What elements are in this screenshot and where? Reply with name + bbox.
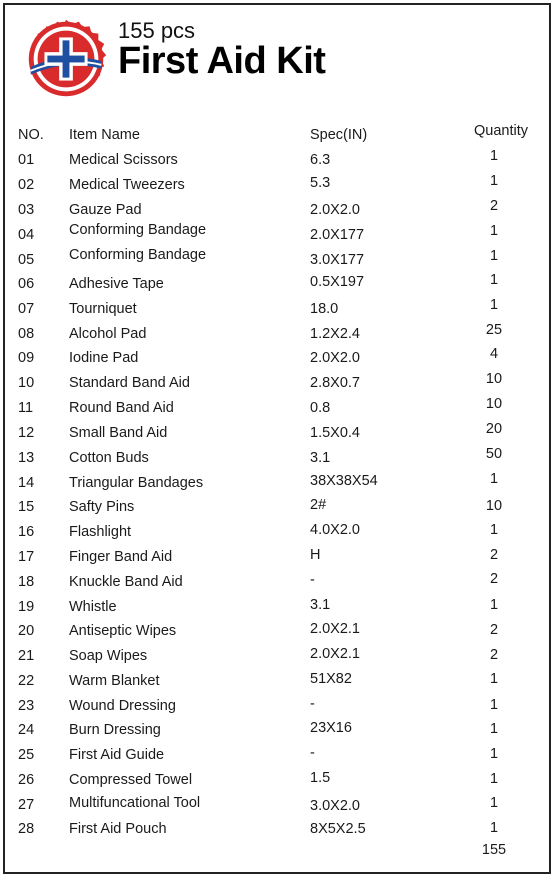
row-number: 11	[18, 400, 34, 416]
kit-piece-count: 155 pcs	[118, 18, 196, 43]
row-spec: 2#	[310, 497, 327, 513]
row-number: 08	[18, 326, 35, 342]
table-row	[0, 471, 556, 499]
row-quantity: 2	[489, 198, 499, 214]
row-quantity: 2	[489, 622, 499, 638]
row-spec: H	[310, 547, 321, 563]
row-quantity: 1	[489, 795, 499, 811]
row-item-name: Gauze Pad	[69, 202, 142, 218]
row-number: 25	[18, 747, 35, 763]
row-spec: 2.0X2.1	[310, 621, 360, 637]
row-quantity: 1	[489, 597, 499, 613]
row-number: 18	[18, 574, 35, 590]
row-quantity: 4	[489, 346, 499, 362]
row-number: 06	[18, 276, 35, 292]
row-quantity: 20	[485, 421, 503, 437]
row-spec: -	[310, 745, 315, 761]
table-row	[0, 648, 556, 672]
table-row	[0, 772, 556, 796]
table-row	[0, 549, 556, 573]
row-item-name: Knuckle Band Aid	[69, 574, 183, 590]
table-row	[0, 571, 556, 598]
row-item-name: Warm Blanket	[69, 673, 160, 689]
row-item-name: Iodine Pad	[69, 350, 139, 366]
row-item-name: Whistle	[69, 599, 117, 615]
row-quantity: 50	[485, 446, 503, 462]
row-spec: 3.0X2.0	[310, 798, 360, 814]
row-item-name: First Aid Pouch	[69, 821, 167, 837]
row-item-name: Antiseptic Wipes	[69, 623, 177, 639]
row-spec: 2.8X0.7	[310, 375, 360, 391]
row-item-name: Safty Pins	[69, 499, 135, 515]
row-item-name: Flashlight	[69, 524, 132, 540]
row-item-name: Triangular Bandages	[69, 475, 204, 491]
row-item-name: Conforming Bandage	[69, 247, 207, 263]
row-spec: 0.5X197	[310, 274, 365, 290]
row-quantity: 2	[489, 571, 499, 587]
row-spec: 3.0X177	[310, 252, 365, 268]
row-item-name: Soap Wipes	[69, 648, 148, 664]
row-item-name: Adhesive Tape	[69, 276, 164, 292]
row-spec: 1.2X2.4	[310, 326, 360, 342]
row-quantity: 2	[489, 647, 499, 663]
row-number: 13	[18, 450, 35, 466]
table-row	[0, 623, 556, 647]
row-spec: 18.0	[310, 301, 339, 317]
row-quantity: 1	[489, 820, 499, 836]
row-number: 22	[18, 673, 35, 689]
row-item-name: Burn Dressing	[69, 722, 161, 738]
row-quantity: 1	[489, 471, 499, 487]
row-number: 14	[18, 475, 35, 491]
row-number: 19	[18, 599, 35, 615]
row-quantity: 1	[489, 148, 499, 164]
row-spec: 3.1	[310, 597, 331, 613]
table-row	[0, 673, 556, 697]
row-item-name: Medical Tweezers	[69, 177, 185, 193]
row-spec: 51X82	[310, 671, 352, 687]
row-spec: 2.0X2.0	[310, 202, 360, 218]
row-spec: 2.0X177	[310, 227, 365, 243]
row-spec: 1.5X0.4	[310, 425, 360, 441]
row-item-name: Compressed Towel	[69, 772, 193, 788]
logo-cross-blue-horizontal	[47, 56, 84, 63]
row-number: 28	[18, 821, 35, 837]
table-row	[0, 524, 556, 548]
row-quantity: 1	[489, 697, 499, 713]
total-quantity: 155	[481, 842, 507, 858]
row-quantity: 2	[489, 547, 499, 563]
row-number: 24	[18, 722, 35, 738]
row-spec: 0.8	[310, 400, 331, 416]
row-number: 05	[18, 252, 35, 268]
row-item-name: Conforming Bandage	[69, 222, 207, 238]
row-number: 07	[18, 301, 35, 317]
row-spec: 38X38X54	[310, 473, 378, 489]
table-row	[0, 747, 556, 771]
row-number: 12	[18, 425, 35, 441]
row-spec: 8X5X2.5	[310, 821, 366, 837]
row-number: 02	[18, 177, 35, 193]
column-header-no: NO.	[18, 127, 44, 143]
row-spec: -	[310, 696, 315, 712]
row-quantity: 1	[489, 671, 499, 687]
row-item-name: Wound Dressing	[69, 698, 176, 714]
row-item-name: First Aid Guide	[69, 747, 165, 763]
row-item-name: Multifuncational Tool	[69, 795, 201, 811]
row-quantity: 1	[489, 223, 499, 239]
row-spec: 6.3	[310, 152, 331, 168]
row-item-name: Standard Band Aid	[69, 375, 190, 391]
table-row	[0, 797, 556, 821]
row-number: 15	[18, 499, 35, 515]
row-item-name: Round Band Aid	[69, 400, 174, 416]
row-quantity: 1	[489, 297, 499, 313]
row-number: 03	[18, 202, 35, 218]
row-quantity: 10	[485, 371, 503, 387]
row-quantity: 25	[485, 322, 503, 338]
row-number: 20	[18, 623, 35, 639]
row-item-name: Alcohol Pad	[69, 326, 147, 342]
row-spec: 1.5	[310, 770, 331, 786]
row-item-name: Tourniquet	[69, 301, 137, 317]
first-aid-logo-icon	[17, 10, 115, 108]
row-item-name: Medical Scissors	[69, 152, 178, 168]
row-quantity: 10	[485, 498, 503, 514]
row-number: 16	[18, 524, 35, 540]
row-quantity: 1	[489, 721, 499, 737]
column-header-quantity: Quantity	[474, 123, 528, 139]
row-quantity: 1	[489, 173, 499, 189]
row-quantity: 1	[489, 522, 499, 538]
row-quantity: 1	[489, 272, 499, 288]
row-number: 21	[18, 648, 35, 664]
row-quantity: 1	[489, 771, 499, 787]
row-item-name: Cotton Buds	[69, 450, 149, 466]
column-header-name: Item Name	[69, 127, 140, 143]
column-header-spec: Spec(IN)	[310, 127, 368, 143]
row-spec: 5.3	[310, 175, 331, 191]
row-number: 17	[18, 549, 35, 565]
table-row	[0, 722, 556, 746]
row-spec: 2.0X2.1	[310, 646, 360, 662]
row-quantity: 1	[489, 746, 499, 762]
row-number: 01	[18, 152, 35, 168]
row-number: 27	[18, 797, 35, 813]
table-row	[0, 698, 556, 722]
row-spec: -	[310, 572, 315, 588]
row-item-name: Small Band Aid	[69, 425, 168, 441]
row-spec: 23X16	[310, 720, 352, 736]
row-item-name: Finger Band Aid	[69, 549, 173, 565]
row-spec: 3.1	[310, 450, 331, 466]
row-number: 04	[18, 227, 35, 243]
row-quantity: 1	[489, 248, 499, 264]
page-title: First Aid Kit	[118, 40, 326, 82]
row-spec: 2.0X2.0	[310, 350, 360, 366]
row-number: 23	[18, 698, 35, 714]
table-row	[0, 499, 556, 523]
table-row	[0, 599, 556, 623]
row-number: 26	[18, 772, 35, 788]
row-quantity: 10	[485, 396, 503, 412]
row-spec: 4.0X2.0	[310, 522, 360, 538]
row-number: 10	[18, 375, 35, 391]
row-number: 09	[18, 350, 35, 366]
